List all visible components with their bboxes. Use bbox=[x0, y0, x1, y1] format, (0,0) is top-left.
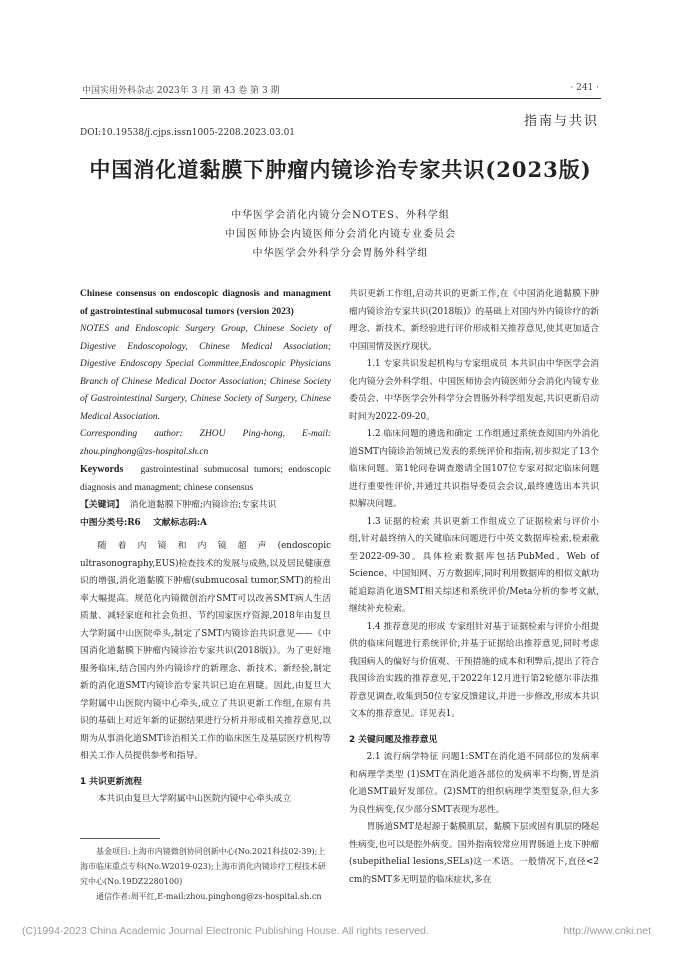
footnote bbox=[80, 844, 331, 904]
author-list bbox=[0, 206, 681, 263]
paragraph: 胃肠道SMT是起源于黏膜肌层、黏膜下层或固有肌层的隆起性病变,也可以是腔外病变。国外指南较常应用胃肠道上皮下肿瘤(subepithelial lesions,SELs)这一术语。一般情况下,直径<2 cm的SMT多无明显的临床症状,多在 bbox=[349, 822, 599, 885]
paragraph: 共识更新工作组,启动共识的更新工作,在《中国消化道黏膜下肿瘤内镜诊治专家共识(2018版)》的基础上对国内外内镜诊疗的新理念、新技术、新经验进行评价形成相关推荐意见,使其更加适合中国国情及医疗现状。 bbox=[349, 289, 599, 352]
correspondence-note: 通信作者:周平红,E-mail:zhou.pinghong@zs-hospital.sh.cn bbox=[96, 892, 322, 901]
cn-keywords-label: 【关键词】 bbox=[80, 500, 124, 510]
keywords-label: Keywords bbox=[80, 464, 124, 475]
cn-keywords-text: 消化道黏膜下肿瘤;内镜诊治;专家共识 bbox=[129, 500, 277, 510]
funding-note: 基金项目:上海市内镜微创协同创新中心(No.2021科技02-39);上海市临床重点专科(No.W2019-023);上海市消化内镜诊疗工程技术研究中心(No.19DZ2280100) bbox=[80, 847, 326, 886]
keywords-text: gastrointestinal submucosal tumors; endoscopic diagnosis and managment; chinese consensus bbox=[80, 465, 331, 493]
cnki-link[interactable]: http://www.cnki.net bbox=[563, 925, 651, 937]
header-divider bbox=[80, 98, 601, 99]
paragraph: 1.1 专家共识发起机构与专家组成员 本共识由中华医学会消化内镜分会外科学组、中国医师协会内镜医师分会消化内镜专业委员会、中华医学会外科学分会胃肠外科学组发起,共识更新启动时间为2022-09-20。 bbox=[349, 359, 599, 422]
page-number: · 241 · bbox=[570, 83, 599, 93]
paragraph: 1.2 临床问题的遴选和确定 工作组通过系统查阅国内外消化道SMT内镜诊治领域已发表的系统评价和指南,初步拟定了13个临床问题。第1轮问卷调查邀请全国107位专家对拟定临床问题进行重要性评价,并通过共识指导委员会会议,最终遴选出本共识拟解决问题。 bbox=[349, 429, 599, 509]
paragraph: 1.4 推荐意见的形成 专家组针对基于证据检索与评价小组提供的临床问题进行系统评价,并基于证据给出推荐意见,同时考虑我国病人的偏好与价值观、干预措施的成本和利弊后,提出了符合我国诊治实践的推荐意见,于2022年12月进行第2轮德尔菲法推荐意见调查,收集到50位专家反馈建议,并进一步修改,形成本共识文本的推荐意见。详见表1。 bbox=[349, 621, 599, 719]
classification-line bbox=[80, 515, 331, 533]
footnote-divider bbox=[80, 838, 160, 839]
section-label: 指南与共识 bbox=[523, 114, 599, 129]
author-line: 中国医师协会内镜医师分会消化内镜专业委员会 bbox=[225, 229, 456, 240]
section1-text: 本共识由复旦大学附属中山医院内镜中心牵头成立 bbox=[97, 794, 292, 804]
section-heading: 1 共识更新流程 bbox=[80, 776, 142, 787]
english-title: Chinese consensus on endoscopic diagnosis and managment of gastrointestinal submucosal tumors (version 2023) bbox=[80, 289, 331, 317]
journal-header: 中国实用外科杂志 2023年 3 月 第 43 卷 第 3 期 bbox=[82, 86, 280, 96]
classification: 中图分类号:R6 bbox=[80, 517, 141, 528]
right-column bbox=[349, 286, 599, 889]
doc-code: 文献标志码:A bbox=[152, 517, 207, 528]
english-affiliation: NOTES and Endoscopic Surgery Group, Chinese Society of Digestive Endoscopology, Chinese Medical Association; Digestive Endoscopy Special Committee,Endoscopic Physicians Branch of Chinese Medical Doctor Association; Chinese Society of Gastrointestinal Surgery, Chinese Society of Surgery, Chinese Medical Association. bbox=[80, 324, 331, 422]
author-line: 中华医学会消化内镜分会NOTES、外科学组 bbox=[231, 210, 450, 221]
english-keywords bbox=[80, 461, 331, 497]
section-heading: 2 关键问题及推荐意见 bbox=[349, 734, 438, 745]
doi: DOI:10.19538/j.cjps.issn1005-2208.2023.03.01 bbox=[80, 128, 296, 138]
left-column bbox=[80, 286, 331, 809]
paper-title: 中国消化道黏膜下肿瘤内镜诊治专家共识(2023版) bbox=[89, 157, 592, 182]
copyright-notice: (C)1994-2023 China Academic Journal Electronic Publishing House. All rights reserved. bbox=[22, 925, 429, 937]
corresponding-author: Corresponding author: ZHOU Ping-hong, E-mail: zhou.pinghong@zs-hospital.sh.cn bbox=[80, 429, 331, 457]
author-line: 中华医学会外科学分会胃肠外科学组 bbox=[252, 248, 429, 259]
paragraph: 1.3 证据的检索 共识更新工作组成立了证据检索与评价小组,针对最终纳入的关键临床问题进行中英文数据库检索,检索截至2022-09-30。具体检索数据库包括PubMed、Web of Science、中国知网、万方数据库,同时利用数据库的相似文献功能追踪消化道SMT相关综述和系统评价/Meta分析的参考文献,继续补充检索。 bbox=[349, 516, 599, 614]
paragraph: 2.1 流行病学特征 问题1:SMT在消化道不同部位的发病率和病理学类型 (1)SMT在消化道各部位的发病率不均衡,胃是消化道SMT最好发部位。(2)SMT的组织病理学类型复杂,但大多为良性病变,仅少部分SMT表现为恶性。 bbox=[349, 752, 599, 815]
chinese-keywords bbox=[80, 497, 331, 515]
intro-paragraph: 随着内镜和内镜超声(endoscopic ultrasonography,EUS)检查技术的发展与成熟,以及居民健康意识的增强,消化道黏膜下肿瘤(submucosal tumor,SMT)的检出率大幅提高。规范化内镜微创治疗SMT可以改善SMT病人生活质量、减轻家庭和社会负担、节约国家医疗资源,2018年由复旦大学附属中山医院牵头,制定了SMT内镜诊治共识意见——《中国消化道黏膜下肿瘤内镜诊治专家共识(2018版)》。为了更好地服务临床,结合国内外内镜诊疗的新理念、新技术、新经验,制定新的消化道SMT内镜诊治专家共识已迫在眉睫。因此,由复旦大学附属中山医院内镜中心牵头,成立了共识更新工作组,在原有共识的基础上对近年新的证据结果进行分析并形成相关推荐意见,以期为从事消化道SMT诊治相关工作的临床医生及基层医疗机构等相关工作人员提供参考和指导。 bbox=[80, 541, 331, 761]
